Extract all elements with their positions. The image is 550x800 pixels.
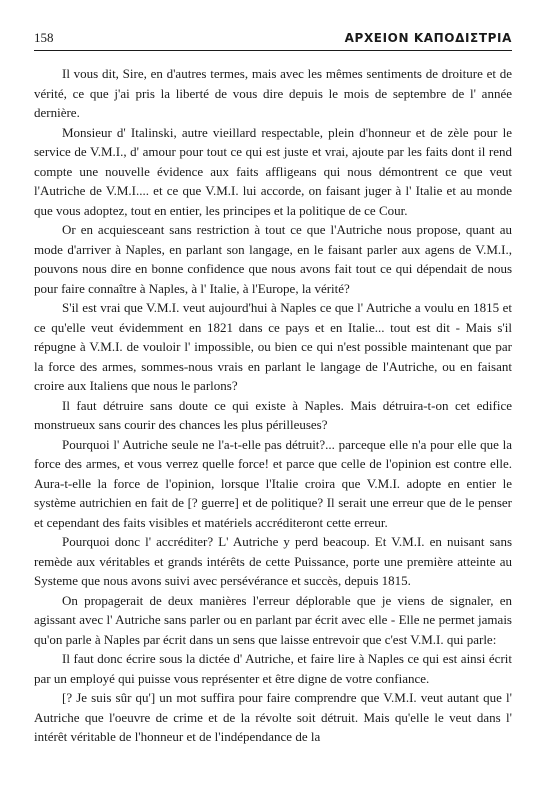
paragraph: Pourquoi l' Autriche seule ne l'a-t-elle pas détruit?... parceque elle n'a pour elle que la force des armes, et vous verrez quelle force! et parce que celle de l'opinion est contre elle. Aura-t-elle la force de l'opinion, lorsque l'Italie croira que V.M.I. adopte en entier le système autrichien en fait de [? guerre] et de politique? Il serait une erreur que de le penser et cependant des faits visibles et matériels accréditeront cette erreur. (34, 436, 512, 530)
paragraph: Il faut détruire sans doute ce qui existe à Naples. Mais détruira-t-on cet edifice monstrueux sans courir des chances les plus périlleuses? (34, 397, 512, 432)
paragraph: [? Je suis sûr qu'] un mot suffira pour faire comprendre que V.M.I. veut autant que l' Autriche que l'oeuvre de crime et de la révolte soit détruit. Mais qu'elle le veut dans l' intérêt véritable de l'honneur et de l'indépendance de la (34, 690, 512, 744)
paragraph: Monsieur d' Italinski, autre vieillard respectable, plein d'honneur et de zèle pour le service de V.M.I., d' amour pour tout ce qui est juste et vrai, ajoute par les faits dont il rend compte une nouvelle évidence aux faits affligeans qui nous démontrent ce que veut l'Autriche de V.M.I.... et ce que V.M.I. lui accorde, on faisant juger à l' Italie et au monde que vous adoptez, tout en entier, les principes et la politique de ce Cour. (34, 124, 512, 218)
paragraph: Pourquoi donc l' accréditer? L' Autriche y perd beacoup. Et V.M.I. en nuisant sans remède aux véritables et grands intérêts de cette Puissance, porte une première atteinte au Systeme que nous avons suivi avec persévérance et succès, depuis 1815. (34, 534, 512, 588)
page-header (34, 30, 512, 49)
paragraph: Or en acquiesceant sans restriction à tout ce que l'Autriche nous propose, quant au mode d'arriver à Naples, en parlant son langage, en le faisant parler aux agens de V.M.I., pouvons nous dire en bonne confidence que nous avons fait tout ce qui dépendait de nous pour faire connaître à Naples, à l' Italie, à l'Europe, la vérité? (34, 222, 512, 296)
paragraph: S'il est vrai que V.M.I. veut aujourd'hui à Naples ce que l' Autriche a voulu en 1815 et ce qu'elle veut évidemment en 1821 dans ce pays et en Italie... tout est dit - Mais s'il répugne à V.M.I. de vouloir l' impossible, ou bien ce qui n'est possible maintenant que par la force des armes, sommes-nous vrais en parlant le langage de l'Autriche, ou en faisant croire aux Italiens que nous le parlons? (34, 300, 512, 393)
document-page (34, 30, 512, 747)
paragraph: Il faut donc écrire sous la dictée d' Autriche, et faire lire à Naples ce qui est ainsi écrit par un employé qui puisse vous représenter et être digne de votre confiance. (34, 651, 512, 686)
body-text (34, 64, 512, 747)
page-number: 158 (34, 30, 54, 45)
running-title: ΑΡΧΕΙΟΝ ΚΑΠΟΔΙΣΤΡΙΑ (344, 31, 512, 45)
paragraph: On propagerait de deux manières l'erreur déplorable que je viens de signaler, en agissant avec l' Autriche sans parler ou en parlant par écrit avec elle - Elle ne permet jamais qu'on parle à Naples par écrit dans un sens que laisse entrevoir que c'est V.M.I. qui parle: (34, 592, 512, 647)
paragraph: Il vous dit, Sire, en d'autres termes, mais avec les mêmes sentiments de droiture et de vérité, ce que j'ai pris la liberté de vous dire depuis le mois de septembre de l' année dernière. (34, 66, 512, 120)
header-rule (34, 50, 512, 51)
